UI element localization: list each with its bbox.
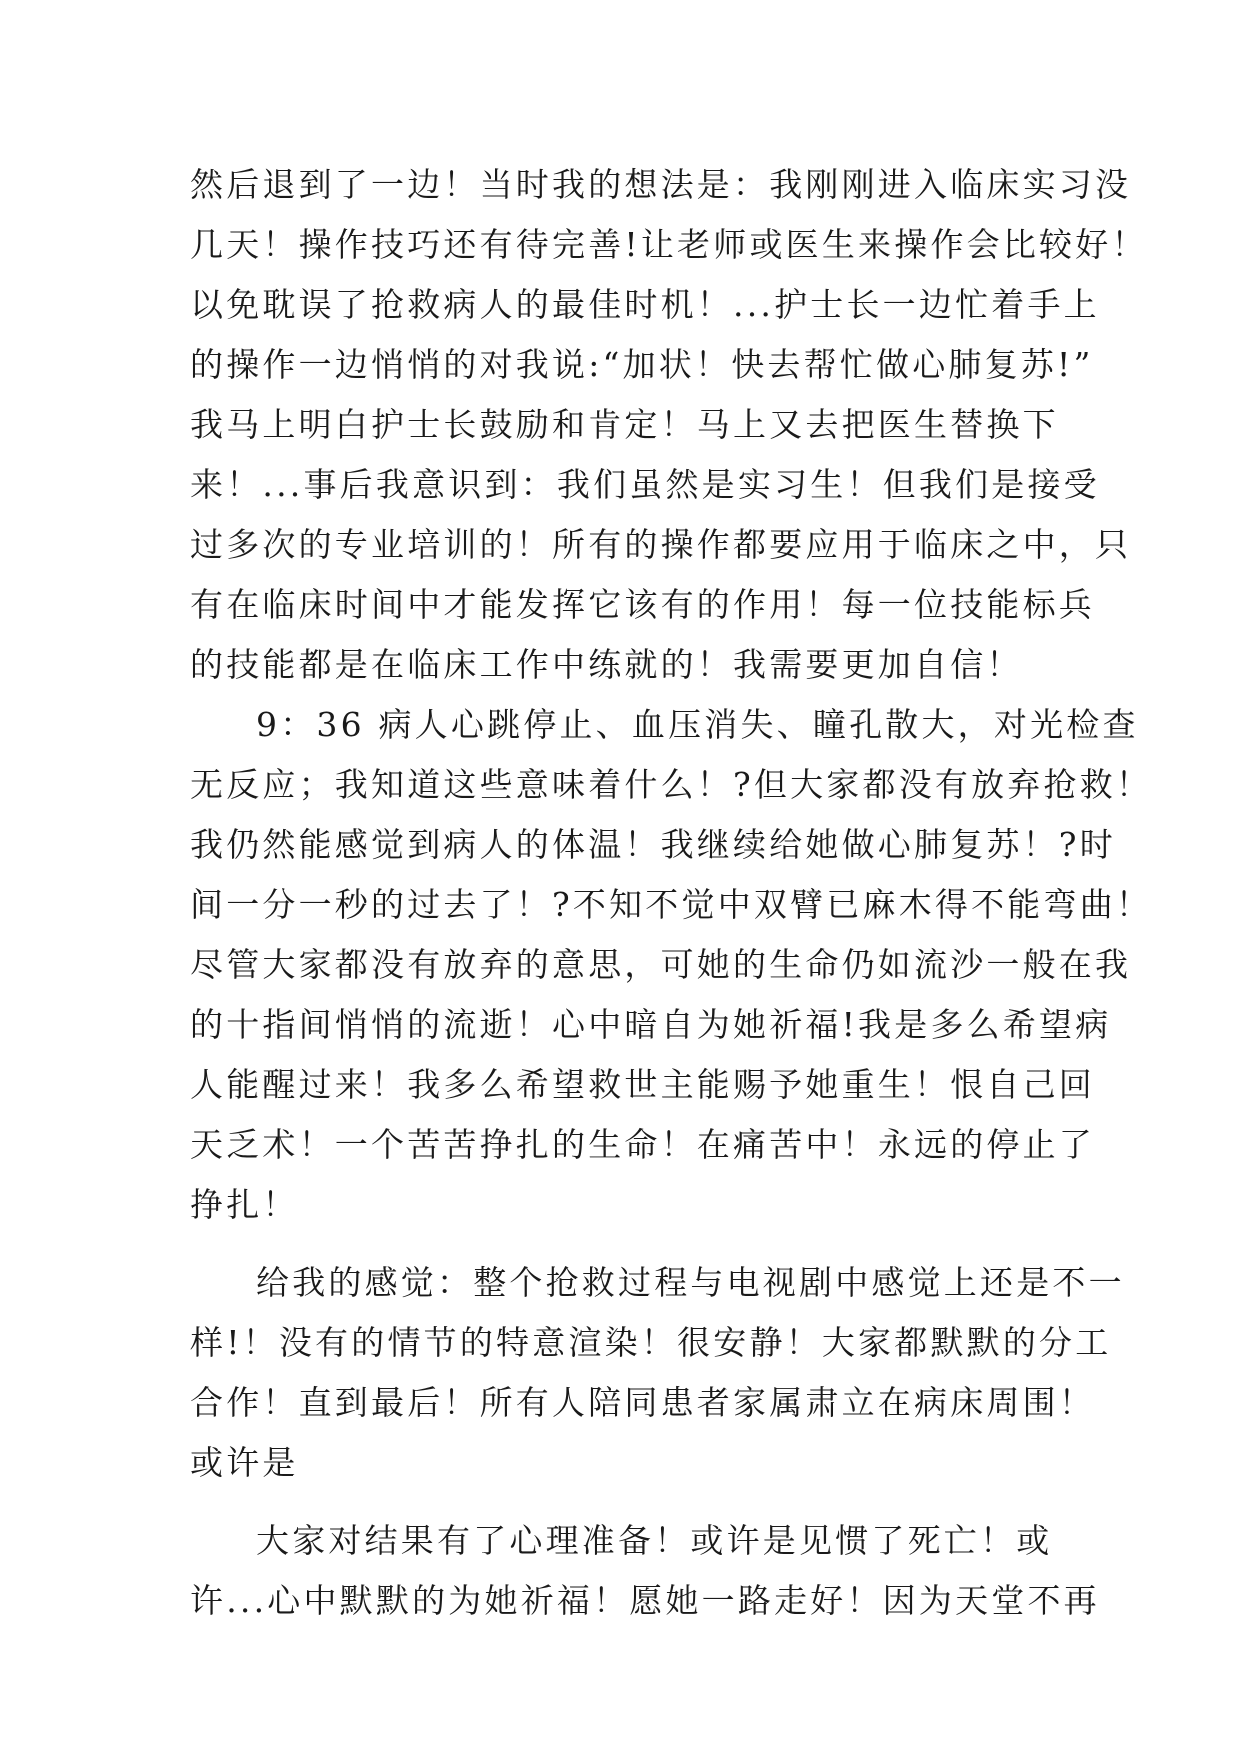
text-line: 间一分一秒的过去了！?不知不觉中双臂已麻木得不能弯曲！ bbox=[190, 885, 1153, 924]
text-line: 尽管大家都没有放弃的意思，可她的生命仍如流沙一般在我 bbox=[190, 945, 1132, 984]
text-line: 然后退到了一边！当时我的想法是：我刚刚进入临床实习没 bbox=[190, 165, 1132, 204]
paragraph-spacer bbox=[190, 1235, 1050, 1253]
text-line: 9：36 病人心跳停止、血压消失、瞳孔散大，对光检查 bbox=[256, 705, 1139, 744]
paragraph-4 bbox=[190, 1511, 1100, 1631]
text-line: 无反应；我知道这些意味着什么！?但大家都没有放弃抢救！ bbox=[190, 765, 1153, 804]
text-line: 天乏术！一个苦苦挣扎的生命！在痛苦中！永远的停止了 bbox=[190, 1125, 1095, 1164]
text-line: 的技能都是在临床工作中练就的！我需要更加自信！ bbox=[190, 645, 1023, 684]
text-line: 样!！没有的情节的特意渲染！很安静！大家都默默的分工 bbox=[190, 1323, 1112, 1362]
text-line: 过多次的专业培训的！所有的操作都要应用于临床之中，只 bbox=[190, 525, 1132, 564]
text-line: 的操作一边悄悄的对我说:“加状！快去帮忙做心肺复苏!” bbox=[190, 345, 1094, 384]
document-body bbox=[190, 155, 1153, 1631]
text-line: 我马上明白护士长鼓励和肯定！马上又去把医生替换下 bbox=[190, 405, 1059, 444]
text-line: 我仍然能感觉到病人的体温！我继续给她做心肺复苏！?时 bbox=[190, 825, 1116, 864]
paragraph-2 bbox=[190, 695, 1153, 1235]
paragraph-1 bbox=[190, 155, 1148, 695]
text-line: 大家对结果有了心理准备！或许是见惯了死亡！或 bbox=[256, 1521, 1053, 1560]
text-line: 人能醒过来！我多么希望救世主能赐予她重生！恨自己回 bbox=[190, 1065, 1095, 1104]
text-line: 给我的感觉：整个抢救过程与电视剧中感觉上还是不一 bbox=[256, 1263, 1125, 1302]
paragraph-3 bbox=[190, 1253, 1125, 1493]
text-line: 的十指间悄悄的流逝！心中暗自为她祈福!我是多么希望病 bbox=[190, 1005, 1112, 1044]
text-line: 或许是 bbox=[190, 1443, 299, 1482]
text-line: 许...心中默默的为她祈福！愿她一路走好！因为天堂不再 bbox=[190, 1581, 1100, 1620]
paragraph-spacer bbox=[190, 1493, 1050, 1511]
text-line: 几天！操作技巧还有待完善!让老师或医生来操作会比较好！ bbox=[190, 225, 1148, 264]
text-line: 合作！直到最后！所有人陪同患者家属肃立在病床周围！ bbox=[190, 1383, 1095, 1422]
text-line: 挣扎！ bbox=[190, 1185, 299, 1224]
text-line: 有在临床时间中才能发挥它该有的作用！每一位技能标兵 bbox=[190, 585, 1095, 624]
text-line: 以免耽误了抢救病人的最佳时机！...护士长一边忙着手上 bbox=[190, 285, 1100, 324]
text-line: 来！...事后我意识到：我们虽然是实习生！但我们是接受 bbox=[190, 465, 1100, 504]
